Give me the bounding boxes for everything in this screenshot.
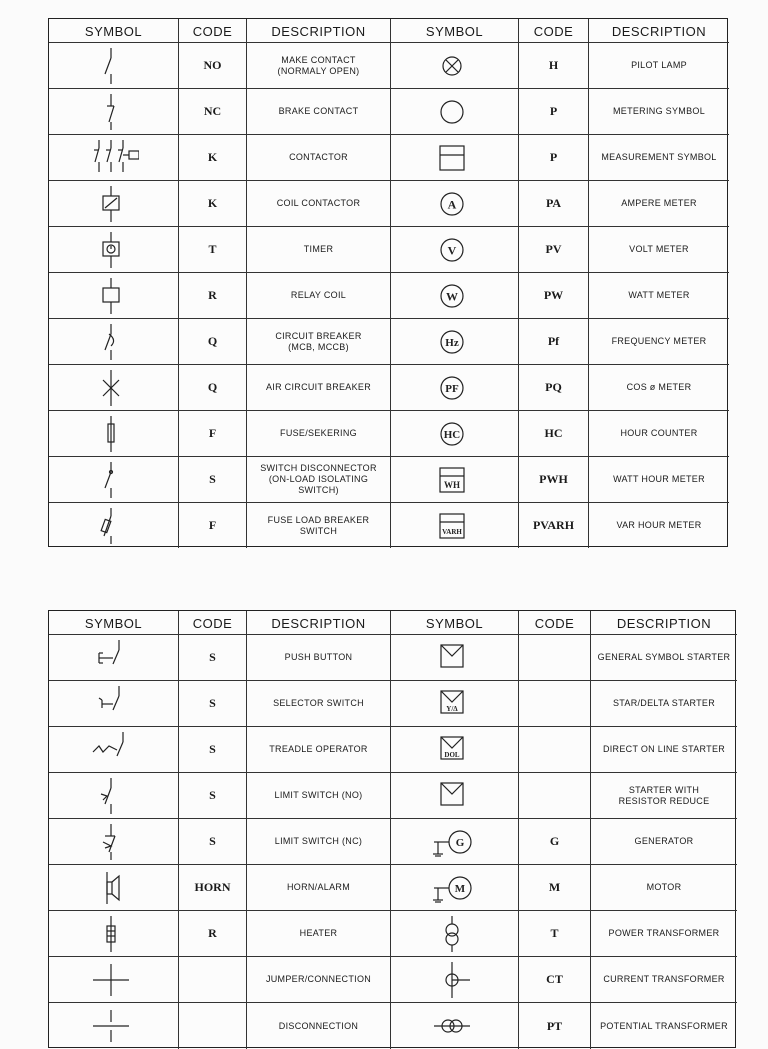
description-cell: HORN/ALARM (247, 865, 391, 911)
description-cell: DISCONNECTION (247, 1003, 391, 1049)
var-hour-meter-symbol (391, 503, 519, 548)
treadle-operator-symbol (49, 727, 179, 773)
description-cell: GENERATOR (591, 819, 737, 865)
jumper-connection-symbol (49, 957, 179, 1003)
push-button-symbol (49, 635, 179, 681)
resistor-starter-symbol (391, 773, 519, 819)
switch-disconnector-symbol (49, 457, 179, 503)
description-cell: RELAY COIL (247, 273, 391, 319)
description-cell: FUSE LOAD BREAKER SWITCH (247, 503, 391, 548)
description-cell: POWER TRANSFORMER (591, 911, 737, 957)
general-starter-symbol (391, 635, 519, 681)
code-cell: S (179, 727, 247, 773)
ampere-meter-symbol (391, 181, 519, 227)
code-cell (179, 957, 247, 1003)
header-symbol: SYMBOL (49, 611, 179, 635)
description-cell: HOUR COUNTER (589, 411, 729, 457)
code-cell (179, 1003, 247, 1049)
code-cell: PWH (519, 457, 589, 503)
description-cell: FREQUENCY METER (589, 319, 729, 365)
code-cell: T (179, 227, 247, 273)
description-cell: FUSE/SEKERING (247, 411, 391, 457)
header-description: DESCRIPTION (247, 19, 391, 43)
description-cell: VAR HOUR METER (616, 520, 702, 530)
description-cell: BRAKE CONTACT (247, 89, 391, 135)
code-cell: NO (179, 43, 247, 89)
code-cell: M (519, 865, 591, 911)
code-cell: Pf (519, 319, 589, 365)
code-cell (519, 635, 591, 681)
header-symbol: SYMBOL (391, 19, 519, 43)
description-cell: CONTACTOR (247, 135, 391, 181)
potential-transformer-symbol (391, 1003, 519, 1049)
header-code: CODE (179, 611, 247, 635)
svg-text:V: V (447, 242, 456, 257)
svg-text:WH: WH (443, 479, 460, 490)
code-cell: NC (179, 89, 247, 135)
code-cell: S (179, 457, 247, 503)
header-symbol: SYMBOL (49, 19, 179, 43)
make-contact-symbol (49, 43, 179, 89)
fuse-load-breaker-switch-symbol (49, 503, 179, 548)
description-cell: WATT METER (589, 273, 729, 319)
code-cell: K (179, 181, 247, 227)
header-description: DESCRIPTION (589, 19, 729, 43)
description-cell: TIMER (247, 227, 391, 273)
description-cell: AMPERE METER (589, 181, 729, 227)
metering-symbol (391, 89, 519, 135)
svg-text:W: W (445, 288, 458, 303)
coil-contactor-symbol (49, 181, 179, 227)
description-cell: COS ø METER (589, 365, 729, 411)
code-cell (519, 773, 591, 819)
svg-text:PF: PF (444, 382, 459, 395)
code-cell: Q (179, 319, 247, 365)
code-cell: P (519, 89, 589, 135)
header-description: DESCRIPTION (247, 611, 391, 635)
limit-switch-nc-symbol (49, 819, 179, 865)
code-cell: PVARH (519, 503, 589, 548)
horn-symbol (49, 865, 179, 911)
description-cell: JUMPER/CONNECTION (247, 957, 391, 1003)
description-cell: WATT HOUR METER (589, 457, 729, 503)
description-cell: SWITCH DISCONNECTOR (ON-LOAD ISOLATING SWITCH) (247, 457, 391, 503)
code-cell: HORN (179, 865, 247, 911)
limit-switch-no-symbol (49, 773, 179, 819)
power-transformer-symbol (391, 911, 519, 957)
description-cell: DIRECT ON LINE STARTER (591, 727, 737, 773)
code-cell: H (519, 43, 589, 89)
direct-on-line-starter-symbol (391, 727, 519, 773)
fuse-symbol (49, 411, 179, 457)
code-cell: PQ (519, 365, 589, 411)
watt-hour-meter-symbol (391, 457, 519, 503)
description-cell: SELECTOR SWITCH (247, 681, 391, 727)
disconnection-symbol (49, 1003, 179, 1049)
star-delta-starter-symbol (391, 681, 519, 727)
code-cell: R (179, 273, 247, 319)
measurement-symbol (391, 135, 519, 181)
description-cell: STAR/DELTA STARTER (591, 681, 737, 727)
timer-symbol (49, 227, 179, 273)
description-cell: MOTOR (591, 865, 737, 911)
description-cell: LIMIT SWITCH (NO) (247, 773, 391, 819)
header-code: CODE (179, 19, 247, 43)
svg-text:A: A (447, 196, 456, 211)
header-code: CODE (519, 19, 589, 43)
code-cell (519, 727, 591, 773)
description-cell: POTENTIAL TRANSFORMER (600, 1020, 728, 1031)
contactor-symbol (49, 135, 179, 181)
heater-symbol (49, 911, 179, 957)
code-cell: S (179, 819, 247, 865)
code-cell (519, 681, 591, 727)
code-cell: PW (519, 273, 589, 319)
svg-text:Hz: Hz (444, 336, 459, 349)
code-cell: T (519, 911, 591, 957)
pilot-lamp-symbol (391, 43, 519, 89)
description-cell: AIR CIRCUIT BREAKER (247, 365, 391, 411)
description-cell: VOLT METER (589, 227, 729, 273)
code-cell: R (179, 911, 247, 957)
symbol-table-1 (48, 18, 728, 547)
code-cell: F (179, 411, 247, 457)
volt-meter-symbol (391, 227, 519, 273)
header-code: CODE (519, 611, 591, 635)
description-cell: MEASUREMENT SYMBOL (589, 135, 729, 181)
description-cell: GENERAL SYMBOL STARTER (591, 635, 737, 681)
code-cell: P (519, 135, 589, 181)
description-cell: CIRCUIT BREAKER (MCB, MCCB) (247, 319, 391, 365)
svg-text:G: G (455, 836, 464, 849)
description-cell: PILOT LAMP (589, 43, 729, 89)
generator-symbol (391, 819, 519, 865)
description-cell: HEATER (247, 911, 391, 957)
selector-switch-symbol (49, 681, 179, 727)
code-cell: G (519, 819, 591, 865)
code-cell: S (179, 773, 247, 819)
description-cell: TREADLE OPERATOR (247, 727, 391, 773)
svg-text:HC: HC (443, 428, 460, 441)
description-cell: COIL CONTACTOR (247, 181, 391, 227)
code-cell: PV (519, 227, 589, 273)
relay-coil-symbol (49, 273, 179, 319)
code-cell: S (179, 635, 247, 681)
svg-text:Y/Δ: Y/Δ (445, 704, 458, 713)
frequency-meter-symbol (391, 319, 519, 365)
current-transformer-symbol (391, 957, 519, 1003)
code-cell: F (179, 503, 247, 548)
air-circuit-breaker-symbol (49, 365, 179, 411)
description-cell: MAKE CONTACT (NORMALY OPEN) (247, 43, 391, 89)
code-cell: CT (519, 957, 591, 1003)
description-cell: METERING SYMBOL (589, 89, 729, 135)
header-description: DESCRIPTION (591, 611, 737, 635)
description-cell: CURRENT TRANSFORMER (591, 957, 737, 1003)
break-contact-symbol (49, 89, 179, 135)
code-cell: Q (179, 365, 247, 411)
hour-counter-symbol (391, 411, 519, 457)
description-cell: STARTER WITH RESISTOR REDUCE (591, 773, 737, 819)
code-cell: K (179, 135, 247, 181)
circuit-breaker-symbol (49, 319, 179, 365)
description-cell: LIMIT SWITCH (NC) (247, 819, 391, 865)
svg-text:M: M (454, 882, 465, 895)
code-cell: S (179, 681, 247, 727)
code-cell: HC (519, 411, 589, 457)
svg-text:VARH: VARH (441, 527, 462, 536)
header-symbol: SYMBOL (391, 611, 519, 635)
motor-symbol (391, 865, 519, 911)
code-cell: PT (519, 1003, 591, 1049)
symbol-table-2 (48, 610, 736, 1048)
svg-text:DOL: DOL (443, 750, 460, 759)
cos-meter-symbol (391, 365, 519, 411)
code-cell: PA (519, 181, 589, 227)
watt-meter-symbol (391, 273, 519, 319)
description-cell: PUSH BUTTON (247, 635, 391, 681)
